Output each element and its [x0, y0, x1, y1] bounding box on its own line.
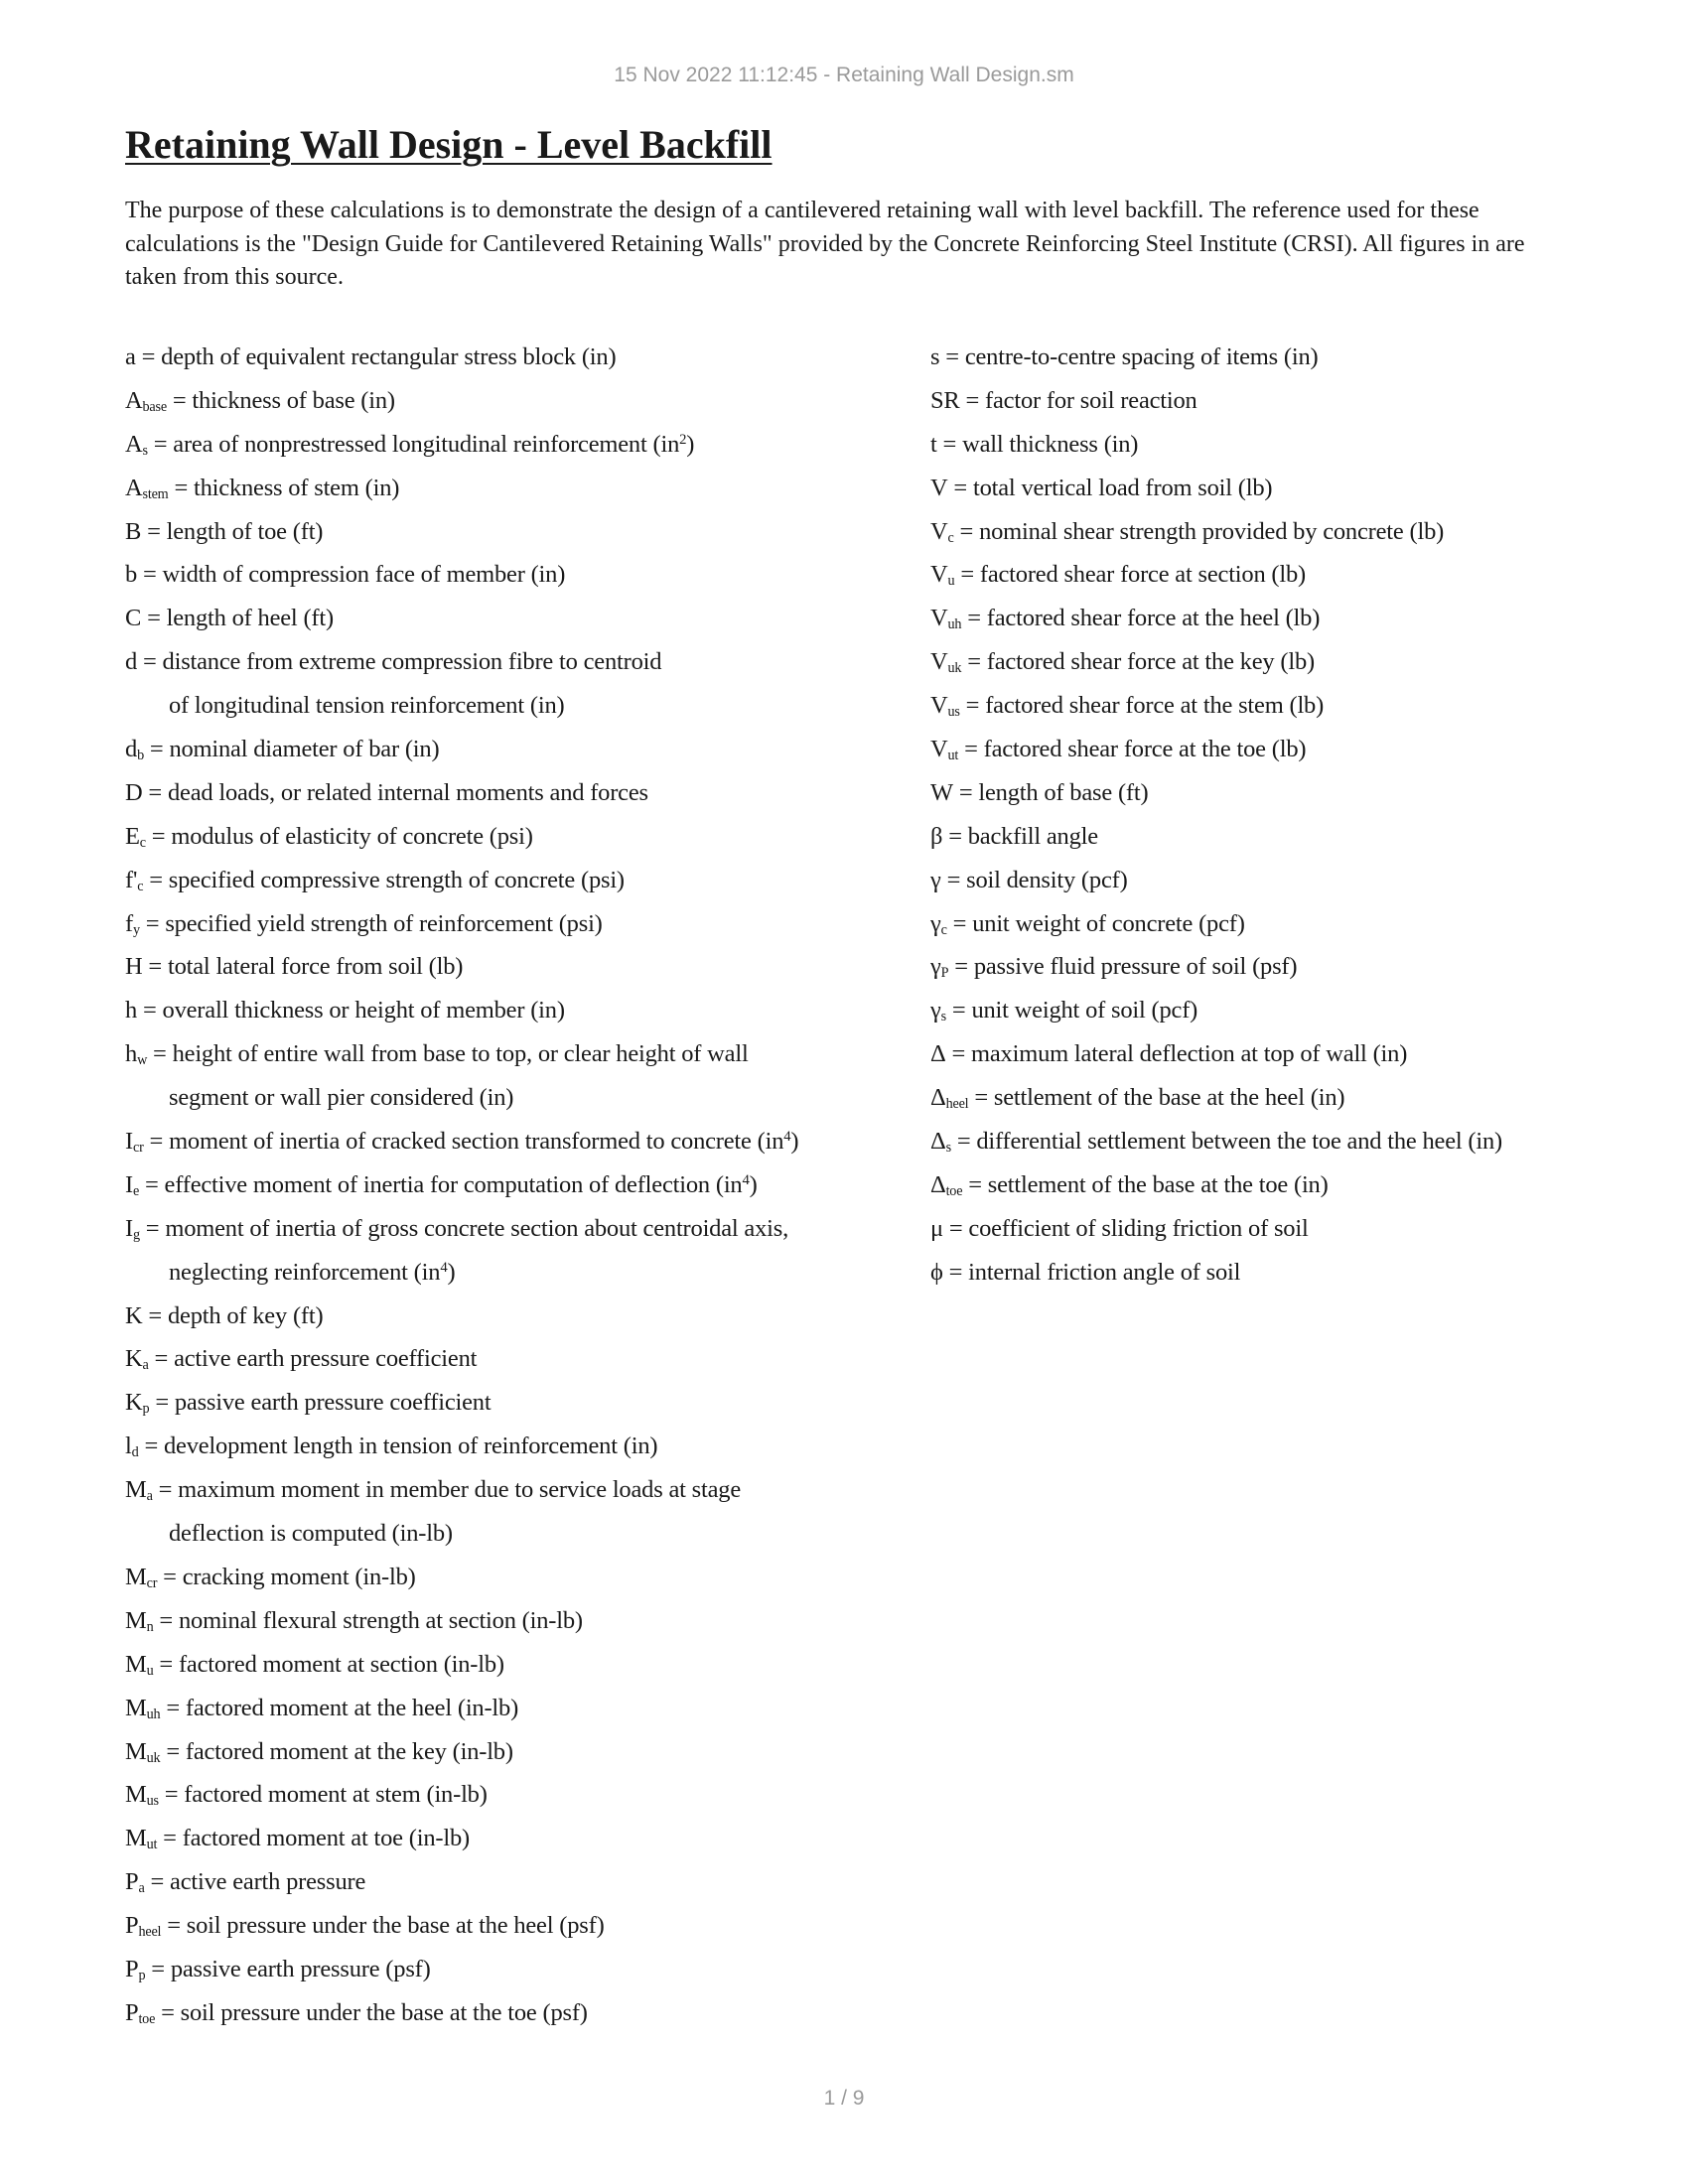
- symbol: $K_p$: [125, 1389, 150, 1418]
- definition-continuation: neglecting reinforcement $(in^4)$: [169, 1258, 456, 1286]
- symbol: B: [125, 517, 142, 545]
- definition-item: $K_a$ = active earth pressure coefficient: [125, 1345, 478, 1374]
- definition-item: K = depth of key (ft): [125, 1301, 324, 1329]
- symbol: $I_g$: [125, 1214, 140, 1243]
- definition-item: ϕ = internal friction angle of soil: [930, 1258, 1241, 1286]
- definition-item: W = length of base (ft): [930, 778, 1149, 806]
- symbol: μ: [930, 1214, 943, 1242]
- symbol: $E_c$: [125, 822, 146, 851]
- symbol: $\Delta_s$: [930, 1128, 951, 1157]
- symbol: Δ: [930, 1040, 946, 1068]
- symbol: $M_{ut}$: [125, 1825, 158, 1853]
- definition-item: $\gamma_P$ = passive fluid pressure of soil (psf): [930, 953, 1298, 982]
- definition-item: SR = factor for soil reaction: [930, 386, 1197, 414]
- definition-item: β = backfill angle: [930, 822, 1098, 850]
- definition-item: $h_w$ = height of entire wall from base to top, or clear height of wall: [125, 1040, 749, 1069]
- symbol: $P_p$: [125, 1955, 146, 1984]
- symbol: $f'_c$: [125, 866, 144, 894]
- definition-item: $I_{cr}$ = moment of inertia of cracked section transformed to concrete $(in^4)$: [125, 1128, 799, 1157]
- symbol: $V_u$: [930, 561, 955, 590]
- symbol: $\gamma_P$: [930, 953, 949, 982]
- definition-item: $l_d$ = development length in tension of reinforcement (in): [125, 1433, 658, 1461]
- definition-item: V = total vertical load from soil (lb): [930, 474, 1273, 501]
- definition-item: d = distance from extreme compression fibre to centroid: [125, 648, 662, 676]
- definition-item: $A_s$ = area of nonprestressed longitudinal reinforcement $(in^2)$: [125, 430, 695, 459]
- definition-item: γ = soil density (pcf): [930, 866, 1128, 893]
- definition-item: $\gamma_c$ = unit weight of concrete (pcf): [930, 909, 1245, 938]
- symbol: b: [125, 561, 138, 589]
- definition-item: $P_p$ = passive earth pressure (psf): [125, 1955, 431, 1984]
- definition-continuation: segment or wall pier considered (in): [169, 1084, 514, 1112]
- intro-paragraph: The purpose of these calculations is to demonstrate the design of a cantilevered retaining wall with level backfill. The reference used for these calculations is the "Design Guide for Cantilevered Retaining Walls" provided by the Concrete Reinforcing Steel Institute (CRSI). All figures in are taken from this source.: [125, 198, 1525, 290]
- definition-item: $f_y$ = specified yield strength of reinforcement (psi): [125, 909, 603, 938]
- definition-item: $E_c$ = modulus of elasticity of concrete (psi): [125, 822, 533, 851]
- symbol: $P_{heel}$: [125, 1912, 162, 1941]
- symbol: $\gamma_c$: [930, 909, 947, 938]
- definition-item: $A_{base}$ = thickness of base (in): [125, 386, 395, 416]
- symbol: $M_{us}$: [125, 1781, 159, 1810]
- definition-item: $V_{uh}$ = factored shear force at the heel (lb): [930, 605, 1321, 633]
- symbol: K: [125, 1301, 143, 1329]
- definition-item: $M_{cr}$ = cracking moment (in-lb): [125, 1563, 416, 1592]
- symbol: γ: [930, 866, 941, 893]
- page-header: 15 Nov 2022 11:12:45 - Retaining Wall Design.sm: [614, 64, 1074, 86]
- definition-continuation: deflection is computed (in-lb): [169, 1520, 453, 1548]
- symbol: $I_{cr}$: [125, 1128, 144, 1157]
- definition-item: b = width of compression face of member (in): [125, 561, 566, 589]
- symbol: $V_{us}$: [930, 692, 960, 721]
- symbol: $I_e$: [125, 1170, 140, 1200]
- definition-item: $I_e$ = effective moment of inertia for computation of deflection $(in^4)$: [125, 1170, 758, 1200]
- definition-item: $P_{toe}$ = soil pressure under the base at the toe (psf): [125, 1998, 588, 2027]
- symbol: V: [930, 474, 948, 501]
- symbol: d: [125, 648, 138, 676]
- document-title: Retaining Wall Design - Level Backfill: [125, 122, 773, 167]
- definition-item: a = depth of equivalent rectangular stress block (in): [125, 343, 617, 370]
- definition-item: $M_{us}$ = factored moment at stem (in-lb): [125, 1781, 488, 1810]
- symbol: $h_w$: [125, 1040, 148, 1069]
- definition-item: $\Delta_s$ = differential settlement between the toe and the heel (in): [930, 1128, 1503, 1157]
- definition-item: $\Delta_{toe}$ = settlement of the base at the toe (in): [930, 1170, 1329, 1200]
- definition-item: $V_{uk}$ = factored shear force at the key (lb): [930, 648, 1315, 677]
- definition-item: $M_{uk}$ = factored moment at the key (in-lb): [125, 1737, 513, 1766]
- definition-item: $\Delta_{heel}$ = settlement of the base at the heel (in): [930, 1084, 1345, 1113]
- definition-item: $V_u$ = factored shear force at section (lb): [930, 561, 1307, 590]
- definition-item: $M_{uh}$ = factored moment at the heel (in-lb): [125, 1694, 519, 1722]
- symbol: $V_c$: [930, 517, 954, 546]
- definition-item: μ = coefficient of sliding friction of soil: [930, 1214, 1309, 1242]
- symbol: $M_n$: [125, 1606, 154, 1635]
- definition-item: $V_{ut}$ = factored shear force at the toe (lb): [930, 736, 1307, 764]
- page-number: 1 / 9: [823, 2087, 865, 2110]
- definition-item: $M_u$ = factored moment at section (in-lb): [125, 1650, 504, 1679]
- definition-item: H = total lateral force from soil (lb): [125, 953, 464, 981]
- definition-continuation: of longitudinal tension reinforcement (in): [169, 692, 565, 720]
- symbol: $V_{uk}$: [930, 648, 962, 677]
- definition-item: B = length of toe (ft): [125, 517, 324, 545]
- symbol: $A_{stem}$: [125, 474, 169, 502]
- symbol: H: [125, 953, 143, 981]
- symbol: t: [930, 430, 937, 458]
- symbol: $\Delta_{toe}$: [930, 1170, 963, 1200]
- symbol: $M_{cr}$: [125, 1563, 158, 1592]
- symbol: $P_a$: [125, 1868, 145, 1897]
- symbol: $f_y$: [125, 909, 140, 938]
- symbol: $\Delta_{heel}$: [930, 1084, 969, 1113]
- symbol: $V_{ut}$: [930, 736, 959, 764]
- symbol: W: [930, 778, 953, 806]
- definition-item: $P_{heel}$ = soil pressure under the base at the heel (psf): [125, 1912, 605, 1941]
- definition-item: s = centre-to-centre spacing of items (in): [930, 343, 1319, 370]
- definition-item: $d_b$ = nominal diameter of bar (in): [125, 736, 440, 764]
- definition-item: $M_{ut}$ = factored moment at toe (in-lb): [125, 1825, 470, 1853]
- symbol: $\gamma_s$: [930, 997, 946, 1025]
- symbol: ϕ: [930, 1258, 943, 1286]
- symbol: $M_{uk}$: [125, 1737, 161, 1766]
- symbol: β: [930, 822, 943, 850]
- definition-item: t = wall thickness (in): [930, 430, 1139, 458]
- definition-item: $V_c$ = nominal shear strength provided by concrete (lb): [930, 517, 1445, 546]
- symbol: $A_s$: [125, 430, 148, 459]
- definition-item: $f'_c$ = specified compressive strength of concrete (psi): [125, 866, 625, 894]
- definition-item: $K_p$ = passive earth pressure coefficient: [125, 1389, 492, 1418]
- symbol: $A_{base}$: [125, 386, 167, 416]
- symbol: SR: [930, 386, 960, 414]
- symbol: $K_a$: [125, 1345, 149, 1374]
- symbol: D: [125, 778, 143, 806]
- definition-item: $\gamma_s$ = unit weight of soil (pcf): [930, 997, 1198, 1025]
- definition-item: $I_g$ = moment of inertia of gross concrete section about centroidal axis,: [125, 1214, 789, 1243]
- definition-item: $P_a$ = active earth pressure: [125, 1868, 366, 1897]
- nomenclature-left-column: [125, 336, 910, 2035]
- definition-item: $A_{stem}$ = thickness of stem (in): [125, 474, 400, 502]
- definition-item: D = dead loads, or related internal moments and forces: [125, 778, 648, 806]
- symbol: s: [930, 343, 940, 370]
- definition-item: $M_n$ = nominal flexural strength at section (in-lb): [125, 1606, 583, 1635]
- symbol: $V_{uh}$: [930, 605, 962, 633]
- symbol: $l_d$: [125, 1433, 139, 1461]
- symbol: h: [125, 997, 138, 1024]
- symbol: $P_{toe}$: [125, 1998, 156, 2027]
- definition-item: $V_{us}$ = factored shear force at the stem (lb): [930, 692, 1325, 721]
- symbol: $M_a$: [125, 1476, 153, 1505]
- symbol: $M_u$: [125, 1650, 154, 1679]
- definition-item: h = overall thickness or height of member (in): [125, 997, 565, 1024]
- definition-item: Δ = maximum lateral deflection at top of wall (in): [930, 1040, 1408, 1068]
- nomenclature-right-column: [930, 336, 1645, 1295]
- symbol: $d_b$: [125, 736, 144, 764]
- definition-item: C = length of heel (ft): [125, 605, 334, 632]
- symbol: $M_{uh}$: [125, 1694, 161, 1722]
- symbol: C: [125, 605, 142, 632]
- definition-item: $M_a$ = maximum moment in member due to service loads at stage: [125, 1476, 742, 1505]
- symbol: a: [125, 343, 136, 370]
